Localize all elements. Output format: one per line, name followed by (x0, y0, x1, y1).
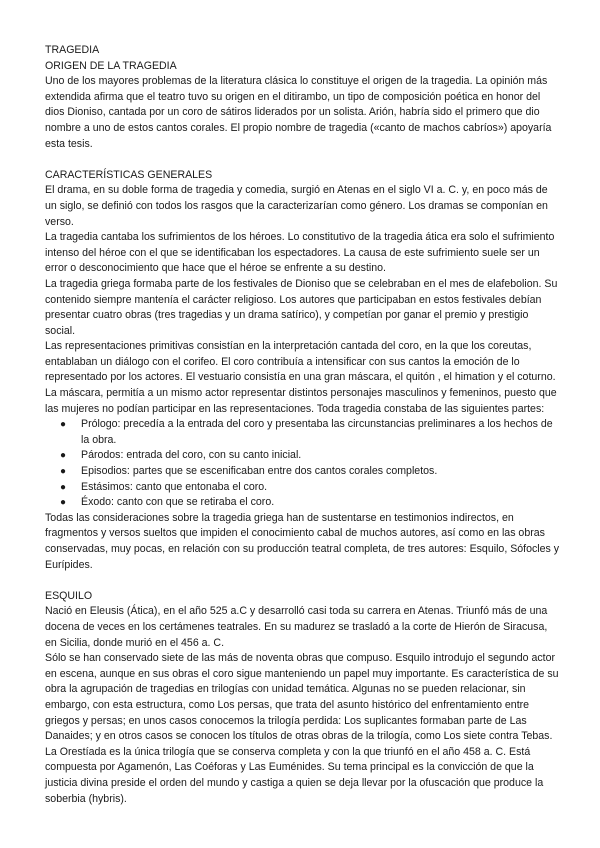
paragraph-obras: Sólo se han conservado siete de las más de noventa obras que compuso. Esquilo introdujo el segundo actor en escena, aunque en sus obras el coro sigue manteniendo un papel muy importante. Es característica de su obra la agrupación de tragedias en trilogías con unidad temática. Algunas no se pueden relacionar, sin embargo, con esta estructura, como Los persas, que trata del asunto histórico del enfrentamiento entre griegos y persas; en unos casos conocemos la trilogía perdida: Los suplicantes formaban parte de Las Danaides; y en otros casos se conocen los títulos de otras obras de la trilogía, como Los siete contra Tebas. (45, 652, 559, 743)
list-item (60, 417, 560, 448)
bullet-icon: ● (60, 419, 67, 431)
paragraph-orestiada: La Orestíada es la única trilogía que se conserva completa y con la que triunfó en el año 458 a. C. Está compuesta por Agamenón, Las Coéforas y Las Euménides. Su tema principal es la convicción de que la justicia divina preside el orden del mundo y castiga a quien se deja llevar por la ofuscación que produce la soberbia (hybris). (45, 745, 544, 805)
list-item (60, 480, 560, 496)
blank-line (45, 152, 560, 168)
list-item-text: Estásimos: canto que entonaba el coro. (81, 480, 268, 493)
document-page (45, 43, 560, 807)
list-item (60, 495, 560, 511)
paragraph-representaciones: Las representaciones primitivas consistían en la interpretación cantada del coro, en la que los coreutas, entablaban un diálogo con el corifeo. El coro contribuía a intensificar con sus cantos la emoción de lo representado por los actores. El vestuario consistía en una gran máscara, el quitón , el himation y el coturno. La máscara, permitía a un mismo actor representar distintos personajes masculinos y femeninos, puesto que las mujeres no podían participar en las representaciones. Toda tragedia constaba de las siguientes partes: (45, 340, 557, 415)
bullet-icon: ● (60, 481, 67, 493)
list-item (60, 464, 560, 480)
section-heading-caracteristicas: CARACTERÍSTICAS GENERALES (45, 168, 213, 181)
list-item (60, 448, 560, 464)
document-title: TRAGEDIA (45, 44, 100, 56)
paragraph-consideraciones: Todas las consideraciones sobre la tragedia griega han de sustentarse en testimonios indirectos, en fragmentos y versos sueltos que impiden el conocimiento cabal de muchos autores, así como en las obras conservadas, muy pocas, en relación con su producción teatral completa, de tres autores: Esquilo, Sófocles y Eurípides. (45, 511, 560, 571)
list-item-text: Éxodo: canto con que se retiraba el coro. (81, 496, 275, 509)
bullet-icon: ● (60, 466, 67, 478)
parts-list (45, 417, 560, 511)
list-item-text: Prólogo: precedía a la entrada del coro y presentaba las circunstancias preliminares a los hechos de la obra. (81, 418, 553, 446)
paragraph-nacimiento: Nació en Eleusis (Ática), en el año 525 a.C y desarrolló casi toda su carrera en Atenas. Triunfó más de una docena de veces en los certámenes teatrales. En su madurez se trasladó a la corte de Hierón de Siracusa, en Sicilia, donde murió en el 456 a. C. (45, 605, 548, 649)
section-heading-origen: ORIGEN DE LA TRAGEDIA (45, 59, 177, 72)
list-item-text: Episodios: partes que se escenificaban entre dos cantos corales completos. (81, 465, 438, 478)
bullet-icon: ● (60, 450, 67, 462)
paragraph-festivales: La tragedia griega formaba parte de los festivales de Dioniso que se celebraban en el mes de elafebolion. Su contenido siempre mantenía el carácter religioso. Los autores que participaban en estos festivales debían presentar cuatro obras (tres tragedias y un drama satírico), y competían por ganar el premio y prestigio social. (45, 277, 558, 337)
bullet-icon: ● (60, 497, 67, 509)
paragraph-origen: Uno de los mayores problemas de la literatura clásica lo constituye el origen de la tragedia. La opinión más extendida afirma que el teatro tuvo su origen en el ditirambo, un tipo de composición poética en honor del dios Dioniso, cantada por un coro de sátiros liderados por un solista. Arión, habría sido el primero que dio nombre a uno de estos cantos corales. El propio nombre de tragedia («canto de machos cabríos») apoyaría esta tesis. (45, 75, 552, 150)
list-item-text: Párodos: entrada del coro, con su canto inicial. (81, 449, 302, 462)
paragraph-drama: El drama, en su doble forma de tragedia y comedia, surgió en Atenas en el siglo VI a. C. y, en poco más de un siglo, se definió con todos los rasgos que la caracterizarían como género. Los dramas se componían en verso. (45, 184, 548, 228)
section-heading-esquilo: ESQUILO (45, 589, 93, 602)
paragraph-sufrimientos: La tragedia cantaba los sufrimientos de los héroes. Lo constitutivo de la tragedia ática era solo el sufrimiento intenso del héroe con el que se identificaban los espectadores. La causa de este sufrimiento suele ser un error o desconocimiento que hace que el héroe se enfrente a su destino. (45, 231, 555, 275)
blank-line (45, 573, 560, 589)
